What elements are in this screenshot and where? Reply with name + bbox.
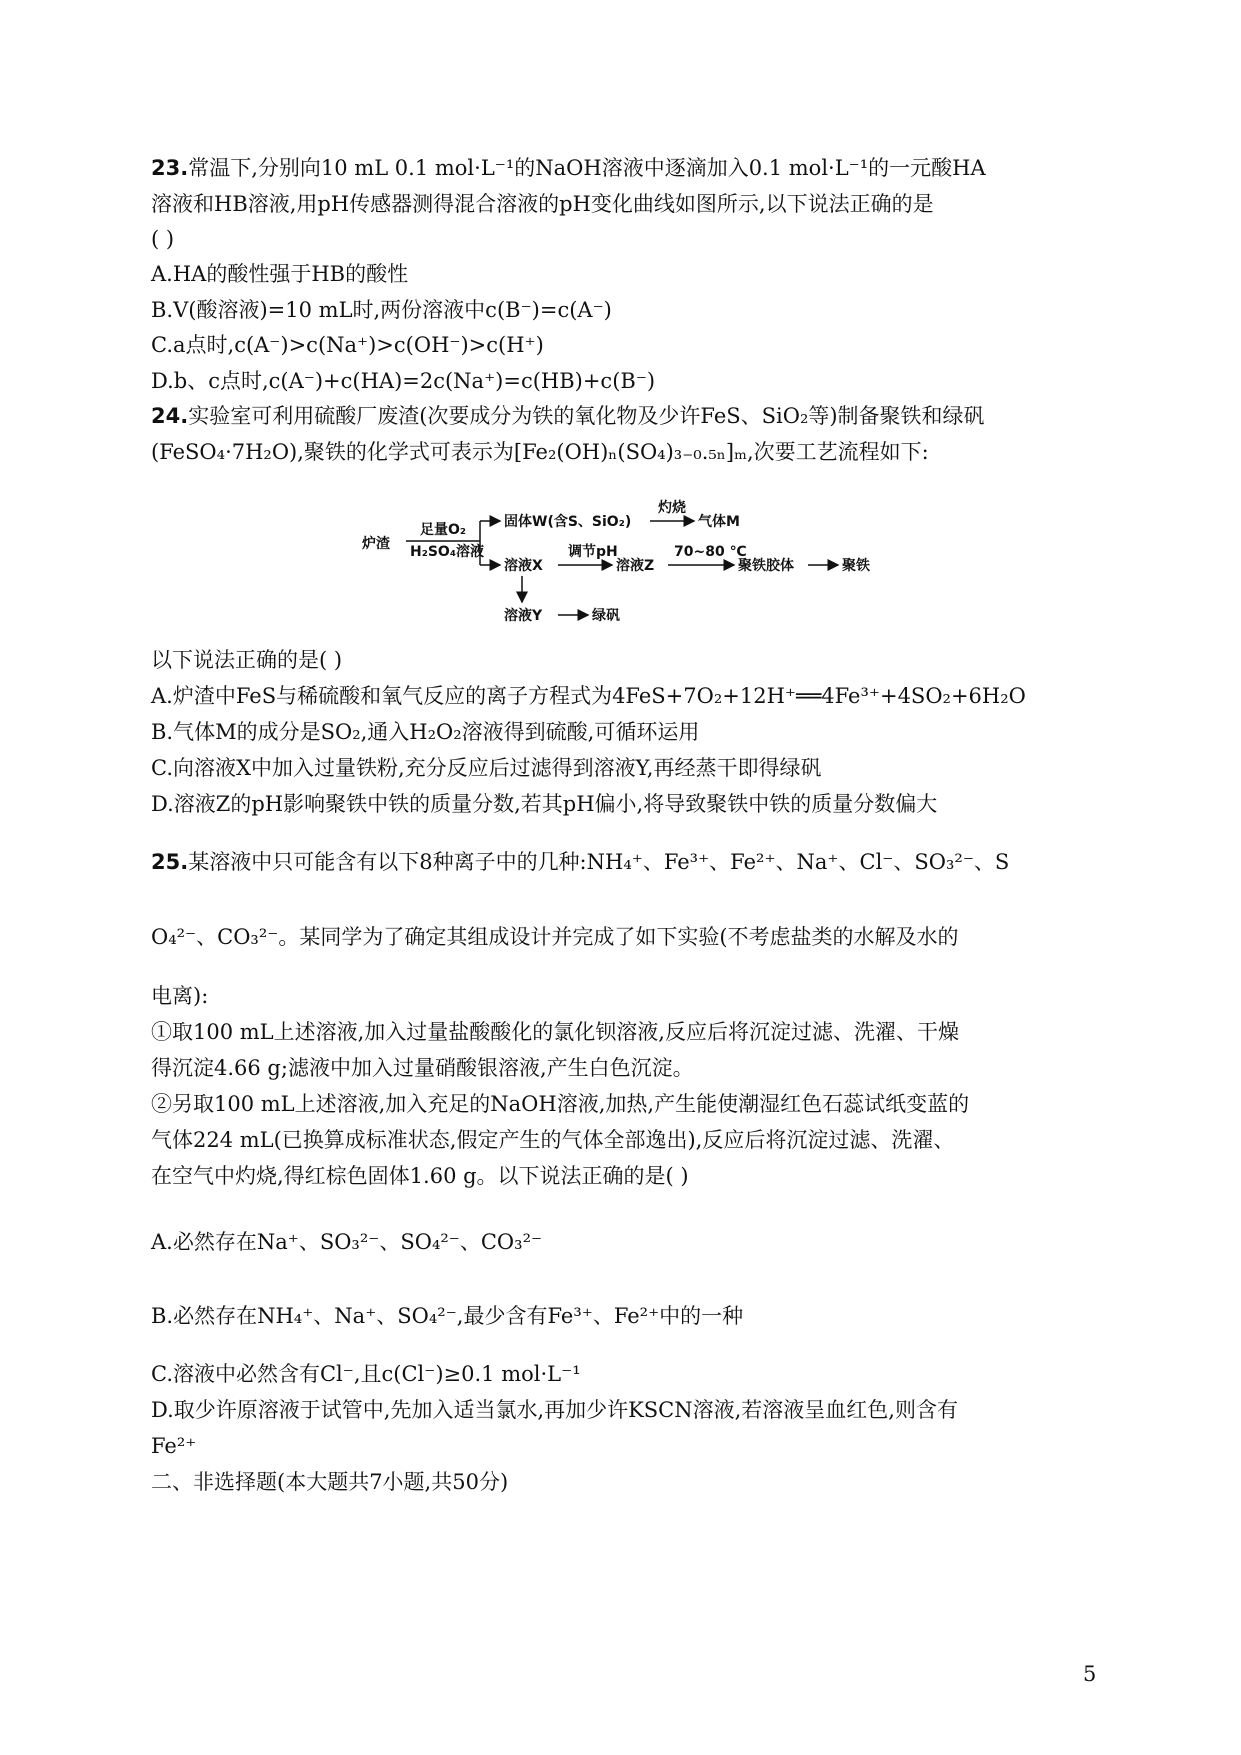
q23-option-d: D.b、c点时,c(A⁻)+c(HA)=2c(Na⁺)=c(HB)+c(B⁻) [151,369,656,393]
q25-exp2-line3: 在空气中灼烧,得红棕色固体1.60 g。以下说法正确的是( ) [151,1164,689,1188]
flow-gas-m: 气体M [698,514,740,530]
q23-number: 23. [151,156,189,180]
flow-solid-w: 固体W(含S、SiO₂) [504,514,632,530]
q23-stem-line2: 溶液和HB溶液,用pH传感器测得混合溶液的pH变化曲线如图所示,以下说法正确的是 [151,192,934,216]
q23-answer-paren: ( ) [151,227,175,251]
flow-reagent-o2: 足量O₂ [420,522,467,538]
q24-stem-line1: 24.实验室可利用硫酸厂废渣(次要成分为铁的氧化物及少许FeS、SiO₂等)制备聚铁和绿矾 [151,404,985,428]
q25-option-c: C.溶液中必然含有Cl⁻,且c(Cl⁻)≥0.1 mol·L⁻¹ [151,1362,581,1386]
flow-reagent-h2so4: H₂SO₄溶液 [410,544,484,560]
q24-option-b: B.气体M的成分是SO₂,通入H₂O₂溶液得到硫酸,可循环运用 [151,720,700,744]
q25-option-d-line1: D.取少许原溶液于试管中,先加入适当氯水,再加少许KSCN溶液,若溶液呈血红色,则含有 [151,1398,958,1422]
q24-stem-line2: (FeSO₄·7H₂O),聚铁的化学式可表示为[Fe₂(OH)ₙ(SO₄)₃₋₀.₅ₙ]ₘ,次要工艺流程如下: [151,440,929,464]
q25-exp1-line2: 得沉淀4.66 g;滤液中加入过量硝酸银溶液,产生白色沉淀。 [151,1056,694,1080]
q24-option-a: A.炉渣中FeS与稀硫酸和氧气反应的离子方程式为4FeS+7O₂+12H⁺══4Fe³⁺+4SO₂+6H₂O [151,684,1026,708]
q24-number: 24. [151,404,189,428]
flow-sol-y: 溶液Y [504,608,543,624]
section-heading-2: 二、非选择题(本大题共7小题,共50分) [151,1470,509,1494]
q25-option-a: A.必然存在Na⁺、SO₃²⁻、SO₄²⁻、CO₃²⁻ [151,1230,543,1254]
q24-ask: 以下说法正确的是( ) [151,648,343,672]
flow-sol-x: 溶液X [504,558,543,574]
q25-number: 25. [151,850,189,874]
q23-option-a: A.HA的酸性强于HB的酸性 [151,262,409,286]
flow-colloid: 聚铁胶体 [738,558,794,574]
q23-stem-line1: 23.常温下,分别向10 mL 0.1 mol·L⁻¹的NaOH溶液中逐滴加入0.1 mol·L⁻¹的一元酸HA [151,156,986,180]
q25-stem-line2: O₄²⁻、CO₃²⁻。某同学为了确定其组成设计并完成了如下实验(不考虑盐类的水解及水的 [151,925,959,949]
flow-polyiron: 聚铁 [842,558,870,574]
flow-slag: 炉渣 [362,536,390,552]
flow-sol-z: 溶液Z [616,558,655,574]
q25-stem-line1: 25.某溶液中只可能含有以下8种离子中的几种:NH₄⁺、Fe³⁺、Fe²⁺、Na⁺、Cl⁻、SO₃²⁻、S [151,850,1010,874]
q25-stem-line3: 电离): [151,984,209,1008]
q24-option-d: D.溶液Z的pH影响聚铁中铁的质量分数,若其pH偏小,将导致聚铁中铁的质量分数偏大 [151,792,938,816]
flow-vitriol: 绿矾 [592,608,620,624]
q23-option-b: B.V(酸溶液)=10 mL时,两份溶液中c(B⁻)=c(A⁻) [151,298,612,322]
q25-option-b: B.必然存在NH₄⁺、Na⁺、SO₄²⁻,最少含有Fe³⁺、Fe²⁺中的一种 [151,1304,744,1328]
flow-temp: 70~80 ℃ [674,544,747,560]
q24-option-c: C.向溶液X中加入过量铁粉,充分反应后过滤得到溶液Y,再经蒸干即得绿矾 [151,756,822,780]
q25-option-d-line2: Fe²⁺ [151,1434,197,1458]
q25-exp2-line1: ②另取100 mL上述溶液,加入充足的NaOH溶液,加热,产生能使潮湿红色石蕊试纸变蓝的 [151,1092,970,1116]
q23-option-c: C.a点时,c(A⁻)>c(Na⁺)>c(OH⁻)>c(H⁺) [151,333,544,357]
q25-exp2-line2: 气体224 mL(已换算成标准状态,假定产生的气体全部逸出),反应后将沉淀过滤、洗濯、 [151,1128,955,1152]
flow-adjust-ph: 调节pH [568,544,618,560]
flow-burn: 灼烧 [658,500,686,516]
process-flow-diagram [362,498,882,628]
page-number: 5 [1083,1662,1097,1686]
q25-exp1-line1: ①取100 mL上述溶液,加入过量盐酸酸化的氯化钡溶液,反应后将沉淀过滤、洗濯、干燥 [151,1020,959,1044]
